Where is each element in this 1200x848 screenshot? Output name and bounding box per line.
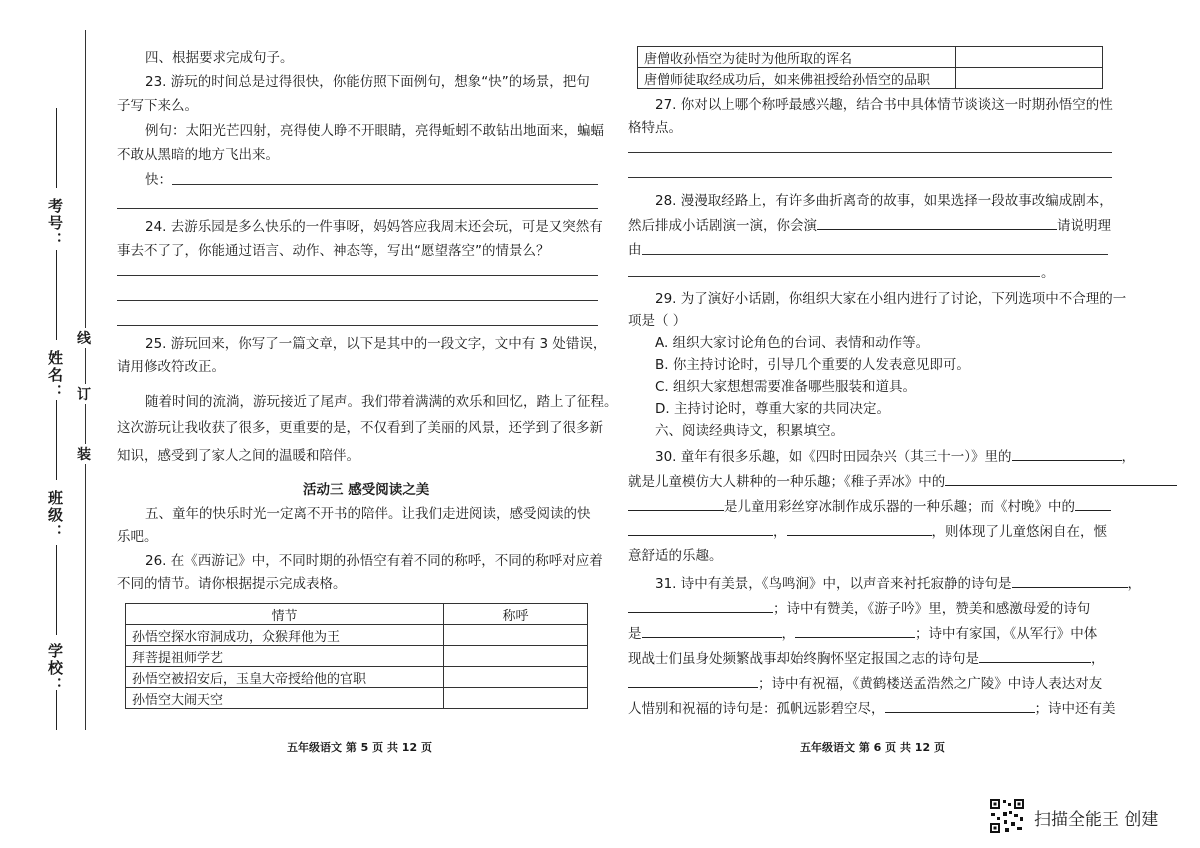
q29-line1: 29. 为了演好小话剧，你组织大家在小组内进行了讨论，下列选项中不合理的一 [655, 291, 1127, 307]
q31-line2 [628, 598, 1090, 619]
table-header-plot: 情节 [126, 604, 444, 625]
section-5-line1: 五、童年的快乐时光一定离不开书的陪伴。让我们走进阅读，感受阅读的快 [145, 506, 591, 522]
q30-line1 [655, 446, 1135, 467]
q30-line2-text: 就是儿童模仿大人耕种的一种乐趣；《稚子弄冰》中的 [628, 474, 946, 490]
kaohao-line [56, 108, 57, 188]
q31-line3-shi: 是 [628, 626, 642, 642]
binding-line [85, 30, 86, 730]
q30-line4 [628, 521, 1107, 542]
q28-line2 [628, 215, 1111, 236]
table-row [126, 667, 588, 688]
q29-option-b: B. 你主持讨论时，引导几个重要的人发表意见即可。 [655, 357, 970, 373]
table-cell-plot: 唐僧师徒取经成功后，如来佛祖授给孙悟空的品职 [638, 68, 956, 89]
q29-option-a: A. 组织大家讨论角色的台词、表情和动作等。 [655, 335, 930, 351]
q30-line2 [628, 471, 1177, 492]
qr-code-icon [989, 798, 1025, 834]
q31-line5-text: ；诗中有祝福，《黄鹤楼送孟浩然之广陵》中诗人表达对友 [758, 676, 1103, 692]
xuexiao-label: 学校： [46, 643, 64, 694]
q31-blank-2[interactable] [628, 598, 773, 613]
q23-line1: 23. 游玩的时间总是过得很快，你能仿照下面例句，想象“快”的场景，把句 [145, 74, 590, 90]
q31-line6-text: 人惜别和祝福的诗句是：孤帆远影碧空尽， [628, 701, 885, 717]
q25-passage-line2: 这次游玩让我收获了很多，更重要的是，不仅看到了美丽的风景，还学到了很多新 [117, 420, 603, 436]
table-cell-plot: 孙悟空探水帘洞成功，众猴拜他为王 [126, 625, 444, 646]
q31-blank-6[interactable] [628, 673, 758, 688]
table-cell-plot: 孙悟空大闹天空 [126, 688, 444, 709]
q31-line1 [655, 573, 1141, 594]
table-row [638, 68, 1103, 89]
q31-line5 [628, 673, 1102, 694]
q23-answer-line-2[interactable] [117, 208, 598, 209]
q30-line1-text: 30. 童年有很多乐趣，如《四时田园杂兴（其三十一）》里的 [655, 449, 1012, 465]
q31-line1-text: 31. 诗中有美景，《鸟鸣涧》中，以声音来衬托寂静的诗句是 [655, 576, 1012, 592]
q24-answer-line-1[interactable] [117, 275, 598, 276]
q24-answer-line-2[interactable] [117, 300, 598, 301]
table-cell-plot: 唐僧收孙悟空为徒时为他所取的诨名 [638, 47, 956, 68]
q30-blank-1[interactable] [1012, 446, 1122, 461]
q28-line2-tail: 请说明理 [1057, 218, 1111, 234]
table-cell-answer[interactable] [444, 667, 588, 688]
table-cell-answer[interactable] [444, 625, 588, 646]
q24-line1: 24. 去游乐园是多么快乐的一件事呀，妈妈答应我周末还会玩，可是又突然有 [145, 219, 603, 235]
q25-line1: 25. 游玩回来，你写了一篇文章，以下是其中的一段文字，文中有 3 处错误， [145, 336, 607, 352]
seal-ding: 订 [77, 384, 91, 404]
q28-period: 。 [1041, 265, 1055, 281]
q31-blank-3[interactable] [642, 623, 782, 638]
q31-line6 [628, 698, 1116, 719]
scanner-watermark: 扫描全能王 创建 [1034, 810, 1159, 830]
table-row [126, 625, 588, 646]
table-cell-answer[interactable] [444, 688, 588, 709]
right-page-footer: 五年级语文 第 6 页 共 12 页 [800, 741, 945, 754]
q23-line2: 子写下来么。 [117, 98, 198, 114]
q31-line3-text: ；诗中有家国，《从军行》中体 [915, 626, 1098, 642]
table-row [126, 646, 588, 667]
q31-line3 [628, 623, 1097, 644]
q28-reason-line-2[interactable] [628, 276, 1040, 277]
table-cell-answer[interactable] [956, 68, 1103, 89]
activity-3-title: 活动三 感受阅读之美 [303, 482, 430, 498]
table-cell-plot: 拜菩提祖师学艺 [126, 646, 444, 667]
q30-line5: 意舒适的乐趣。 [628, 548, 723, 564]
table-cell-plot: 孙悟空被招安后，玉皇大帝授给他的官职 [126, 667, 444, 688]
table-row [126, 688, 588, 709]
table-header-row [126, 604, 588, 625]
section-5-line2: 乐吧。 [117, 529, 158, 545]
kaohao-line-2 [56, 250, 57, 340]
q31-line2-text: ；诗中有赞美，《游子吟》里，赞美和感激母爱的诗句 [773, 601, 1091, 617]
q30-line3-text: 是儿童用彩丝穿冰制作成乐器的一种乐趣；而《村晚》中的 [724, 499, 1075, 515]
banji-line [56, 545, 57, 635]
q30-blank-5[interactable] [628, 521, 773, 536]
q30-comma-2: ， [773, 524, 787, 540]
banji-label: 班级： [46, 490, 64, 541]
q27-line2: 格特点。 [628, 120, 682, 136]
seal-zhuang: 装 [77, 444, 91, 464]
q24-answer-line-3[interactable] [117, 325, 598, 326]
q28-line2-text: 然后排成小话剧演一演，你会演 [628, 218, 817, 234]
q26-table [125, 603, 588, 709]
table-cell-answer[interactable] [956, 47, 1103, 68]
q31-line4-text: 现战士们虽身处频繁战事却始终胸怀坚定报国之志的诗句是 [628, 651, 979, 667]
left-page-footer: 五年级语文 第 5 页 共 12 页 [287, 741, 432, 754]
q29-option-d: D. 主持讨论时，尊重大家的共同决定。 [655, 401, 890, 417]
q30-line4-text: ，则体现了儿童悠闲自在，惬 [931, 524, 1107, 540]
q30-blank-4[interactable] [1075, 496, 1111, 511]
q28-line3: 由 [628, 242, 642, 258]
q31-blank-7[interactable] [885, 698, 1035, 713]
q31-blank-1[interactable] [1012, 573, 1128, 588]
q30-blank-2[interactable] [945, 471, 1177, 486]
q30-blank-3[interactable] [628, 496, 724, 511]
q25-line2: 请用修改符改正。 [117, 359, 225, 375]
q31-comma-1: ， [1127, 576, 1142, 592]
q31-line4 [628, 648, 1105, 669]
table-cell-answer[interactable] [444, 646, 588, 667]
xingming-line [56, 400, 57, 480]
q26-line2: 不同的情节。请你根据提示完成表格。 [117, 576, 347, 592]
table-row [638, 47, 1103, 68]
q31-blank-5[interactable] [979, 648, 1091, 663]
q23-example-line2: 不敢从黑暗的地方飞出来。 [117, 147, 279, 163]
xuexiao-line [56, 690, 57, 730]
q29-line2[interactable]: 项是（ ） [628, 313, 687, 329]
q31-comma-3: ， [1091, 651, 1105, 667]
q31-blank-4[interactable] [795, 623, 915, 638]
q29-option-c: C. 组织大家想想需要准备哪些服装和道具。 [655, 379, 917, 395]
q27-line1: 27. 你对以上哪个称呼最感兴趣，结合书中具体情节谈谈这一时期孙悟空的性 [655, 97, 1113, 113]
q24-line2: 事去不了了，你能通过语言、动作、神态等，写出“愿望落空”的情景么？ [117, 243, 550, 259]
q26-table-continued [637, 46, 1103, 89]
q31-line6-tail: ；诗中还有美 [1034, 701, 1116, 717]
q28-reason-line-1[interactable] [642, 254, 1108, 255]
seal-xian: 线 [77, 328, 91, 348]
kaohao-label: 考号： [46, 198, 64, 249]
xingming-label: 姓名： [46, 350, 64, 401]
q23-example-line1: 例句：太阳光芒四射，亮得使人睁不开眼睛，亮得蚯蚓不敢钻出地面来，蝙蝠 [145, 123, 604, 139]
q31-comma-2: ， [781, 626, 795, 642]
q27-answer-line-2[interactable] [628, 177, 1112, 178]
section-6-title: 六、阅读经典诗文，积累填空。 [655, 423, 844, 439]
q23-answer-line[interactable] [172, 184, 598, 185]
q26-line1: 26. 在《西游记》中，不同时期的孙悟空有着不同的称呼，不同的称呼对应着 [145, 553, 603, 569]
q28-blank-story[interactable] [817, 215, 1057, 230]
section-4-title: 四、根据要求完成句子。 [145, 50, 294, 66]
q27-answer-line-1[interactable] [628, 152, 1112, 153]
q28-line1: 28. 漫漫取经路上，有许多曲折离奇的故事，如果选择一段故事改编成剧本， [655, 193, 1113, 209]
q30-comma-1: ， [1121, 449, 1136, 465]
q25-passage-line1: 随着时间的流淌，游玩接近了尾声。我们带着满满的欢乐和回忆，踏上了征程。 [145, 394, 618, 410]
q30-blank-6[interactable] [787, 521, 932, 536]
q30-line3 [628, 496, 1111, 517]
q23-kuai-label: 快： [145, 172, 172, 188]
q25-passage-line3: 知识，感受到了家人之间的温暖和陪伴。 [117, 448, 360, 464]
table-header-name: 称呼 [444, 604, 588, 625]
